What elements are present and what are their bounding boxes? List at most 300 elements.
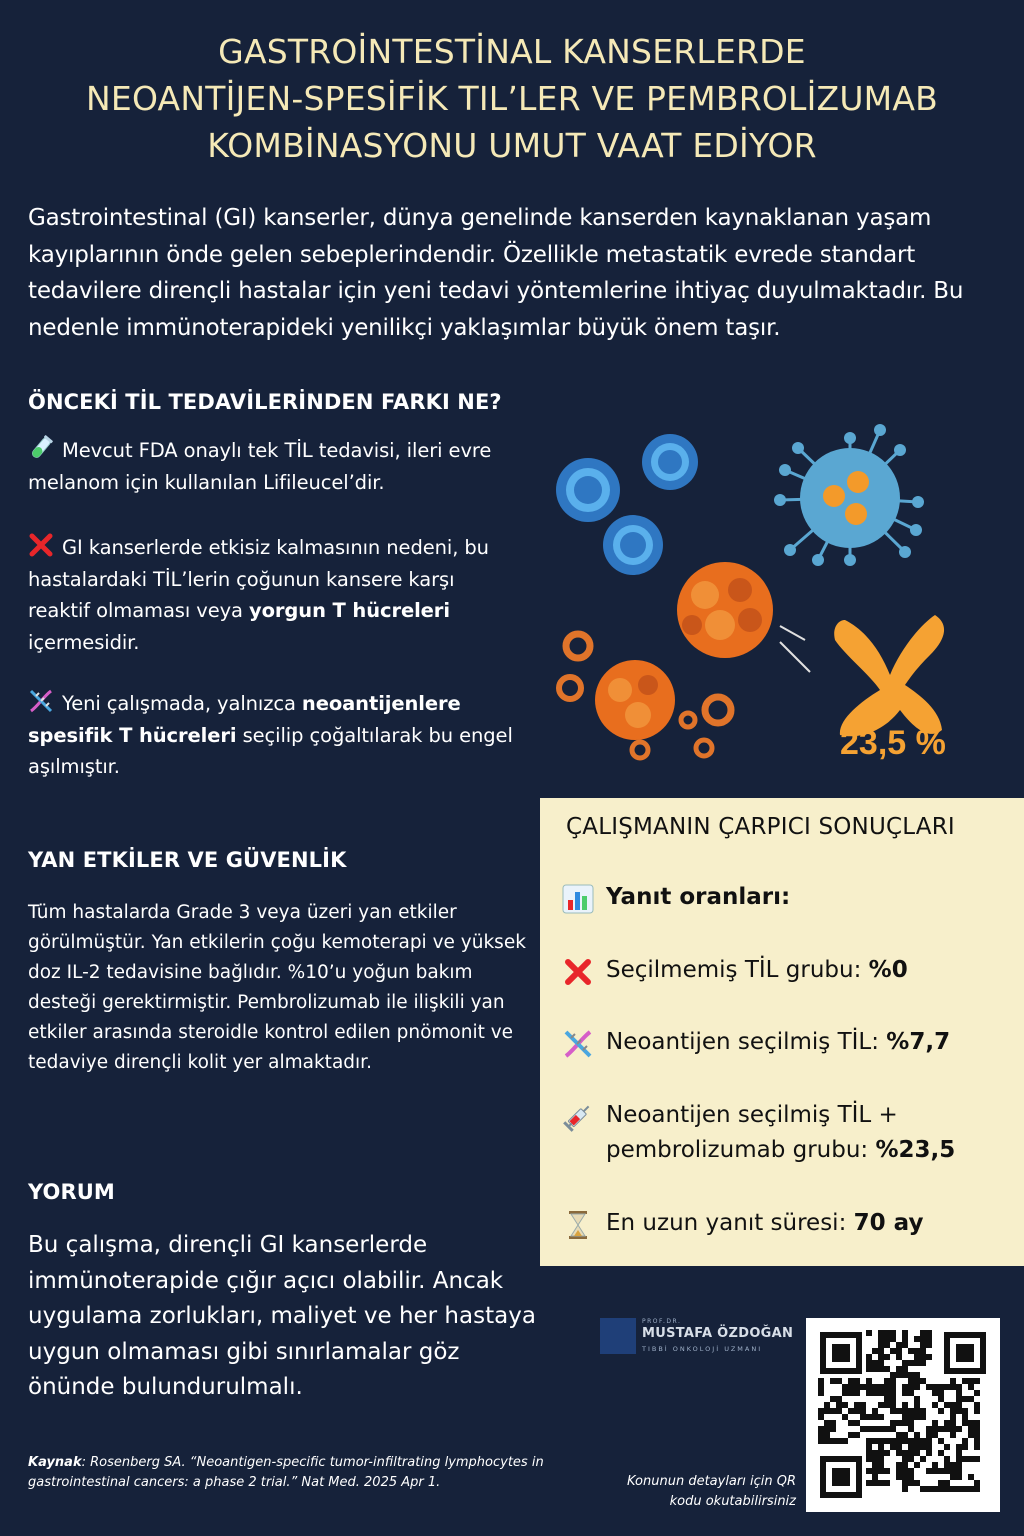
qr-module <box>956 1450 962 1456</box>
qr-module <box>914 1360 920 1366</box>
qr-code[interactable] <box>806 1318 1000 1512</box>
qr-module <box>914 1438 920 1444</box>
qr-module <box>902 1360 908 1366</box>
qr-module <box>884 1366 890 1372</box>
qr-module <box>962 1438 968 1444</box>
qr-module <box>932 1426 938 1432</box>
qr-module <box>920 1360 926 1366</box>
title-line-2: NEOANTİJEN-SPESİFİK TIL’LER VE PEMBROLİZUMAB <box>86 79 938 118</box>
qr-module <box>914 1414 920 1420</box>
qr-module <box>854 1384 860 1390</box>
qr-module <box>848 1408 854 1414</box>
qr-module <box>944 1456 950 1462</box>
qr-module <box>908 1408 914 1414</box>
qr-module <box>974 1456 980 1462</box>
qr-module <box>896 1420 902 1426</box>
qr-module <box>890 1426 896 1432</box>
diff-p3-text: Yeni çalışmada, yalnızca <box>62 692 302 715</box>
qr-module <box>818 1384 824 1390</box>
qr-module <box>872 1348 878 1354</box>
qr-module <box>890 1330 896 1336</box>
chromosome-icon <box>834 615 944 736</box>
qr-module <box>932 1384 938 1390</box>
qr-module <box>968 1486 974 1492</box>
comment-paragraph: Bu çalışma, dirençli GI kanserlerde immünoterapide çığır açıcı olabilir. Ancak uygulama zorlukları, maliyet ve her hastaya uygun olmaması gibi sınırlamalar göz önünde bulundurulmalı. <box>28 1232 536 1400</box>
result-4-label: En uzun yanıt süresi: <box>606 1210 854 1236</box>
cross-mark-icon <box>562 957 594 987</box>
qr-module <box>974 1378 980 1384</box>
qr-module <box>956 1426 962 1432</box>
diff-p2-end: içermesidir. <box>28 630 140 654</box>
qr-module <box>902 1456 908 1462</box>
qr-module <box>902 1330 908 1336</box>
qr-module <box>926 1354 932 1360</box>
qr-module <box>962 1408 968 1414</box>
author-logo <box>600 1318 800 1358</box>
qr-module <box>902 1432 908 1438</box>
result-3-value: %23,5 <box>875 1137 956 1163</box>
blue-cell-icon <box>556 458 620 522</box>
source-citation <box>28 1453 608 1493</box>
qr-module <box>884 1336 890 1342</box>
qr-module <box>818 1378 824 1384</box>
qr-module <box>938 1408 944 1414</box>
diff-paragraph-2 <box>28 532 518 658</box>
qr-module <box>920 1444 926 1450</box>
tumor-cell-icon <box>595 660 675 740</box>
qr-module <box>926 1438 932 1444</box>
qr-module <box>902 1468 908 1474</box>
source-label: Kaynak <box>28 1455 82 1470</box>
qr-module <box>872 1462 878 1468</box>
page-title <box>30 28 994 169</box>
qr-caption: Konunun detayları için QR kodu okutabilirsiniz <box>626 1474 796 1509</box>
qr-module <box>818 1438 824 1444</box>
qr-module <box>890 1336 896 1342</box>
result-row-text <box>606 1206 1016 1241</box>
qr-module <box>926 1330 932 1336</box>
virus-icon <box>774 424 924 566</box>
tumor-cell-icon <box>677 562 773 658</box>
qr-module <box>908 1348 914 1354</box>
qr-module <box>938 1480 944 1486</box>
safety-paragraph: Tüm hastalarda Grade 3 veya üzeri yan etkiler görülmüştür. Yan etkilerin çoğu kemoterapi ve yüksek doz IL-2 tedavisine bağlıdır. %10’u yoğun bakım desteği gerektirmiştir. Pembrolizumab ile ilişkili yan etkiler arasında steroidle kontrol edilen pnömonit ve tedaviye dirençli kolit yer almaktadır. <box>28 902 526 1073</box>
qr-module <box>878 1402 884 1408</box>
qr-module <box>866 1456 872 1462</box>
qr-module <box>932 1390 938 1396</box>
qr-module <box>878 1468 884 1474</box>
test-tube-icon <box>28 435 54 461</box>
qr-module <box>968 1456 974 1462</box>
qr-module <box>878 1390 884 1396</box>
qr-module <box>884 1390 890 1396</box>
qr-module <box>908 1438 914 1444</box>
qr-module <box>932 1468 938 1474</box>
qr-module <box>842 1402 848 1408</box>
qr-module <box>866 1330 872 1336</box>
qr-module <box>878 1354 884 1360</box>
qr-module <box>914 1450 920 1456</box>
comment-heading: YORUM <box>28 1180 115 1204</box>
logo-prefix: PROF.DR. <box>642 1318 682 1325</box>
results-title: ÇALIŞMANIN ÇARPICI SONUÇLARI <box>566 814 955 840</box>
qr-module <box>866 1354 872 1360</box>
qr-module <box>824 1408 830 1414</box>
qr-module <box>836 1396 842 1402</box>
qr-module <box>908 1384 914 1390</box>
qr-module <box>872 1390 878 1396</box>
qr-module <box>866 1360 872 1366</box>
qr-module <box>884 1342 890 1348</box>
result-row-text <box>606 1025 1016 1060</box>
qr-module <box>902 1450 908 1456</box>
qr-module <box>950 1474 956 1480</box>
qr-module <box>890 1372 896 1378</box>
qr-module <box>896 1354 902 1360</box>
qr-module <box>854 1402 860 1408</box>
qr-module <box>848 1384 854 1390</box>
qr-module <box>938 1486 944 1492</box>
qr-module <box>908 1474 914 1480</box>
qr-module <box>878 1462 884 1468</box>
qr-module <box>824 1420 830 1426</box>
qr-module <box>920 1348 926 1354</box>
qr-module <box>920 1354 926 1360</box>
qr-module <box>902 1366 908 1372</box>
qr-module <box>902 1462 908 1468</box>
qr-module <box>962 1486 968 1492</box>
qr-module <box>914 1378 920 1384</box>
cell-illustration <box>540 410 1024 780</box>
qr-module <box>818 1426 824 1432</box>
qr-module <box>944 1402 950 1408</box>
qr-module <box>920 1378 926 1384</box>
qr-module <box>854 1432 860 1438</box>
qr-module <box>890 1402 896 1408</box>
result-4-value: 70 ay <box>853 1210 924 1236</box>
qr-module <box>938 1450 944 1456</box>
diff-p2-bold: yorgun T hücreleri <box>249 599 450 622</box>
percent-label: 23,5 % <box>840 724 946 762</box>
qr-module <box>944 1486 950 1492</box>
qr-module <box>890 1384 896 1390</box>
qr-module <box>962 1456 968 1462</box>
qr-module <box>908 1390 914 1396</box>
qr-module <box>878 1384 884 1390</box>
qr-module <box>932 1420 938 1426</box>
qr-module <box>950 1408 956 1414</box>
qr-module <box>830 1426 836 1432</box>
qr-module <box>914 1354 920 1360</box>
qr-module <box>938 1396 944 1402</box>
qr-module <box>884 1426 890 1432</box>
qr-module <box>926 1342 932 1348</box>
qr-module <box>836 1402 842 1408</box>
result-row-text <box>606 1098 1016 1168</box>
qr-module <box>932 1486 938 1492</box>
qr-module <box>950 1432 956 1438</box>
result-1-value: %0 <box>868 957 908 983</box>
qr-module <box>908 1468 914 1474</box>
qr-module <box>878 1348 884 1354</box>
qr-module <box>944 1426 950 1432</box>
qr-module <box>938 1426 944 1432</box>
qr-module <box>818 1432 824 1438</box>
qr-module <box>938 1384 944 1390</box>
qr-module <box>878 1336 884 1342</box>
qr-module <box>956 1402 962 1408</box>
qr-module <box>920 1336 926 1342</box>
qr-module <box>950 1486 956 1492</box>
qr-module <box>866 1390 872 1396</box>
qr-module <box>836 1378 842 1384</box>
qr-module <box>950 1378 956 1384</box>
qr-module <box>872 1384 878 1390</box>
qr-module <box>956 1384 962 1390</box>
title-line-3: KOMBİNASYONU UMUT VAAT EDİYOR <box>207 126 817 165</box>
qr-module <box>902 1408 908 1414</box>
diff-heading: ÖNCEKİ TİL TEDAVİLERİNDEN FARKI NE? <box>28 390 502 414</box>
qr-module <box>872 1468 878 1474</box>
qr-module <box>962 1420 968 1426</box>
qr-module <box>938 1438 944 1444</box>
qr-module <box>956 1486 962 1492</box>
logo-name: MUSTAFA ÖZDOĞAN <box>642 1326 794 1341</box>
qr-module <box>914 1480 920 1486</box>
qr-module <box>878 1366 884 1372</box>
qr-module <box>968 1426 974 1432</box>
qr-module <box>956 1462 962 1468</box>
qr-module <box>956 1444 962 1450</box>
diff-p2-text: GI kanserlerde etkisiz kalmasının nedeni, bu hastalardaki TİL’lerin çoğunun kansere karşı reaktif olmaması veya <box>28 536 489 622</box>
qr-module <box>884 1354 890 1360</box>
qr-module <box>908 1414 914 1420</box>
qr-module <box>830 1408 836 1414</box>
result-2-label: Neoantijen seçilmiş TİL: <box>606 1029 887 1055</box>
qr-module <box>944 1462 950 1468</box>
qr-module <box>944 1480 950 1486</box>
qr-module <box>902 1336 908 1342</box>
qr-module <box>956 1396 962 1402</box>
qr-module <box>872 1480 878 1486</box>
qr-module <box>926 1450 932 1456</box>
qr-module <box>896 1348 902 1354</box>
qr-module <box>878 1414 884 1420</box>
qr-module <box>896 1342 902 1348</box>
qr-module <box>908 1480 914 1486</box>
qr-module <box>872 1450 878 1456</box>
qr-module <box>962 1414 968 1420</box>
qr-module <box>842 1414 848 1420</box>
qr-module <box>854 1420 860 1426</box>
qr-module <box>968 1378 974 1384</box>
qr-module <box>896 1444 902 1450</box>
qr-module <box>902 1438 908 1444</box>
qr-module <box>938 1468 944 1474</box>
response-label: Yanıt oranları: <box>606 884 791 910</box>
qr-module <box>866 1378 872 1384</box>
diff-p3-bold: neoantijenlere spesifik T hücreleri <box>28 692 461 747</box>
qr-module <box>974 1480 980 1486</box>
qr-module <box>926 1384 932 1390</box>
qr-module <box>842 1384 848 1390</box>
qr-module <box>926 1444 932 1450</box>
qr-module <box>902 1372 908 1378</box>
qr-module <box>818 1408 824 1414</box>
qr-module <box>974 1402 980 1408</box>
qr-module <box>950 1426 956 1432</box>
qr-module <box>896 1438 902 1444</box>
qr-module <box>824 1402 830 1408</box>
qr-module <box>890 1420 896 1426</box>
result-1-label: Seçilmemiş TİL grubu: <box>606 957 869 983</box>
qr-module <box>920 1330 926 1336</box>
qr-module <box>926 1432 932 1438</box>
dna-icon <box>562 1029 594 1059</box>
qr-module <box>884 1378 890 1384</box>
result-row-text <box>606 953 1016 988</box>
qr-module <box>890 1444 896 1450</box>
qr-module <box>896 1432 902 1438</box>
qr-module <box>950 1402 956 1408</box>
qr-module <box>872 1456 878 1462</box>
qr-module <box>848 1378 854 1384</box>
qr-module <box>878 1438 884 1444</box>
qr-module <box>878 1426 884 1432</box>
qr-module <box>878 1360 884 1366</box>
qr-module <box>944 1468 950 1474</box>
qr-module <box>860 1384 866 1390</box>
qr-module <box>902 1414 908 1420</box>
qr-module <box>848 1420 854 1426</box>
qr-module <box>890 1396 896 1402</box>
qr-module <box>866 1384 872 1390</box>
qr-module <box>902 1402 908 1408</box>
qr-module <box>824 1438 830 1444</box>
qr-module <box>902 1390 908 1396</box>
qr-module <box>878 1480 884 1486</box>
qr-module <box>950 1462 956 1468</box>
qr-module <box>896 1408 902 1414</box>
qr-module <box>962 1378 968 1384</box>
qr-module <box>968 1420 974 1426</box>
qr-module <box>872 1426 878 1432</box>
diff-p1-text: Mevcut FDA onaylı tek TİL tedavisi, ileri evre melanom için kullanılan Lifileucel’dir. <box>28 439 492 494</box>
qr-module <box>926 1468 932 1474</box>
qr-module <box>866 1480 872 1486</box>
qr-module <box>908 1426 914 1432</box>
qr-module <box>878 1342 884 1348</box>
qr-module <box>932 1432 938 1438</box>
qr-module <box>890 1438 896 1444</box>
qr-module <box>884 1450 890 1456</box>
qr-module <box>908 1360 914 1366</box>
qr-module <box>860 1426 866 1432</box>
qr-module <box>968 1384 974 1390</box>
qr-module <box>974 1444 980 1450</box>
qr-module <box>848 1390 854 1396</box>
qr-module <box>866 1414 872 1420</box>
qr-module <box>908 1450 914 1456</box>
qr-module <box>926 1336 932 1342</box>
qr-module <box>890 1378 896 1384</box>
qr-module <box>884 1468 890 1474</box>
qr-module <box>866 1444 872 1450</box>
qr-module <box>914 1402 920 1408</box>
qr-module <box>836 1408 842 1414</box>
qr-module <box>908 1378 914 1384</box>
qr-module <box>968 1432 974 1438</box>
qr-module <box>944 1420 950 1426</box>
qr-module <box>914 1444 920 1450</box>
qr-module <box>920 1486 926 1492</box>
qr-module <box>884 1396 890 1402</box>
qr-module <box>866 1366 872 1372</box>
qr-module <box>956 1456 962 1462</box>
qr-module <box>878 1456 884 1462</box>
qr-module <box>878 1330 884 1336</box>
qr-module <box>884 1438 890 1444</box>
qr-module <box>974 1486 980 1492</box>
qr-module <box>950 1384 956 1390</box>
qr-module <box>872 1408 878 1414</box>
qr-module <box>974 1408 980 1414</box>
qr-module <box>908 1456 914 1462</box>
qr-module <box>860 1402 866 1408</box>
qr-module <box>872 1438 878 1444</box>
qr-module <box>956 1468 962 1474</box>
qr-module <box>896 1474 902 1480</box>
qr-module <box>914 1372 920 1378</box>
qr-module <box>914 1408 920 1414</box>
qr-module <box>914 1384 920 1390</box>
qr-module <box>842 1438 848 1444</box>
qr-module <box>896 1366 902 1372</box>
qr-module <box>866 1438 872 1444</box>
qr-module <box>818 1414 824 1420</box>
qr-module <box>884 1330 890 1336</box>
qr-module <box>956 1474 962 1480</box>
diff-p3-end: seçilip çoğaltılarak bu engel aşılmıştır. <box>28 723 513 778</box>
results-panel <box>540 798 1024 1266</box>
qr-module <box>932 1462 938 1468</box>
qr-module <box>902 1474 908 1480</box>
qr-module <box>830 1396 836 1402</box>
qr-module <box>932 1402 938 1408</box>
qr-module <box>902 1420 908 1426</box>
diff-paragraph-1 <box>28 435 538 498</box>
qr-module <box>974 1432 980 1438</box>
qr-module <box>890 1348 896 1354</box>
cross-mark-icon <box>28 532 54 558</box>
qr-module <box>872 1474 878 1480</box>
qr-module <box>830 1420 836 1426</box>
qr-module <box>890 1390 896 1396</box>
qr-module <box>902 1342 908 1348</box>
qr-module <box>866 1426 872 1432</box>
qr-module <box>896 1450 902 1456</box>
logo-subtitle: TIBBİ ONKOLOJİ UZMANI <box>642 1345 763 1353</box>
diff-paragraph-3 <box>28 688 528 783</box>
qr-module <box>914 1432 920 1438</box>
qr-module <box>878 1450 884 1456</box>
qr-module <box>872 1360 878 1366</box>
qr-module <box>974 1426 980 1432</box>
syringe-icon <box>562 1102 594 1132</box>
qr-module <box>908 1372 914 1378</box>
qr-module <box>914 1396 920 1402</box>
qr-module <box>962 1396 968 1402</box>
